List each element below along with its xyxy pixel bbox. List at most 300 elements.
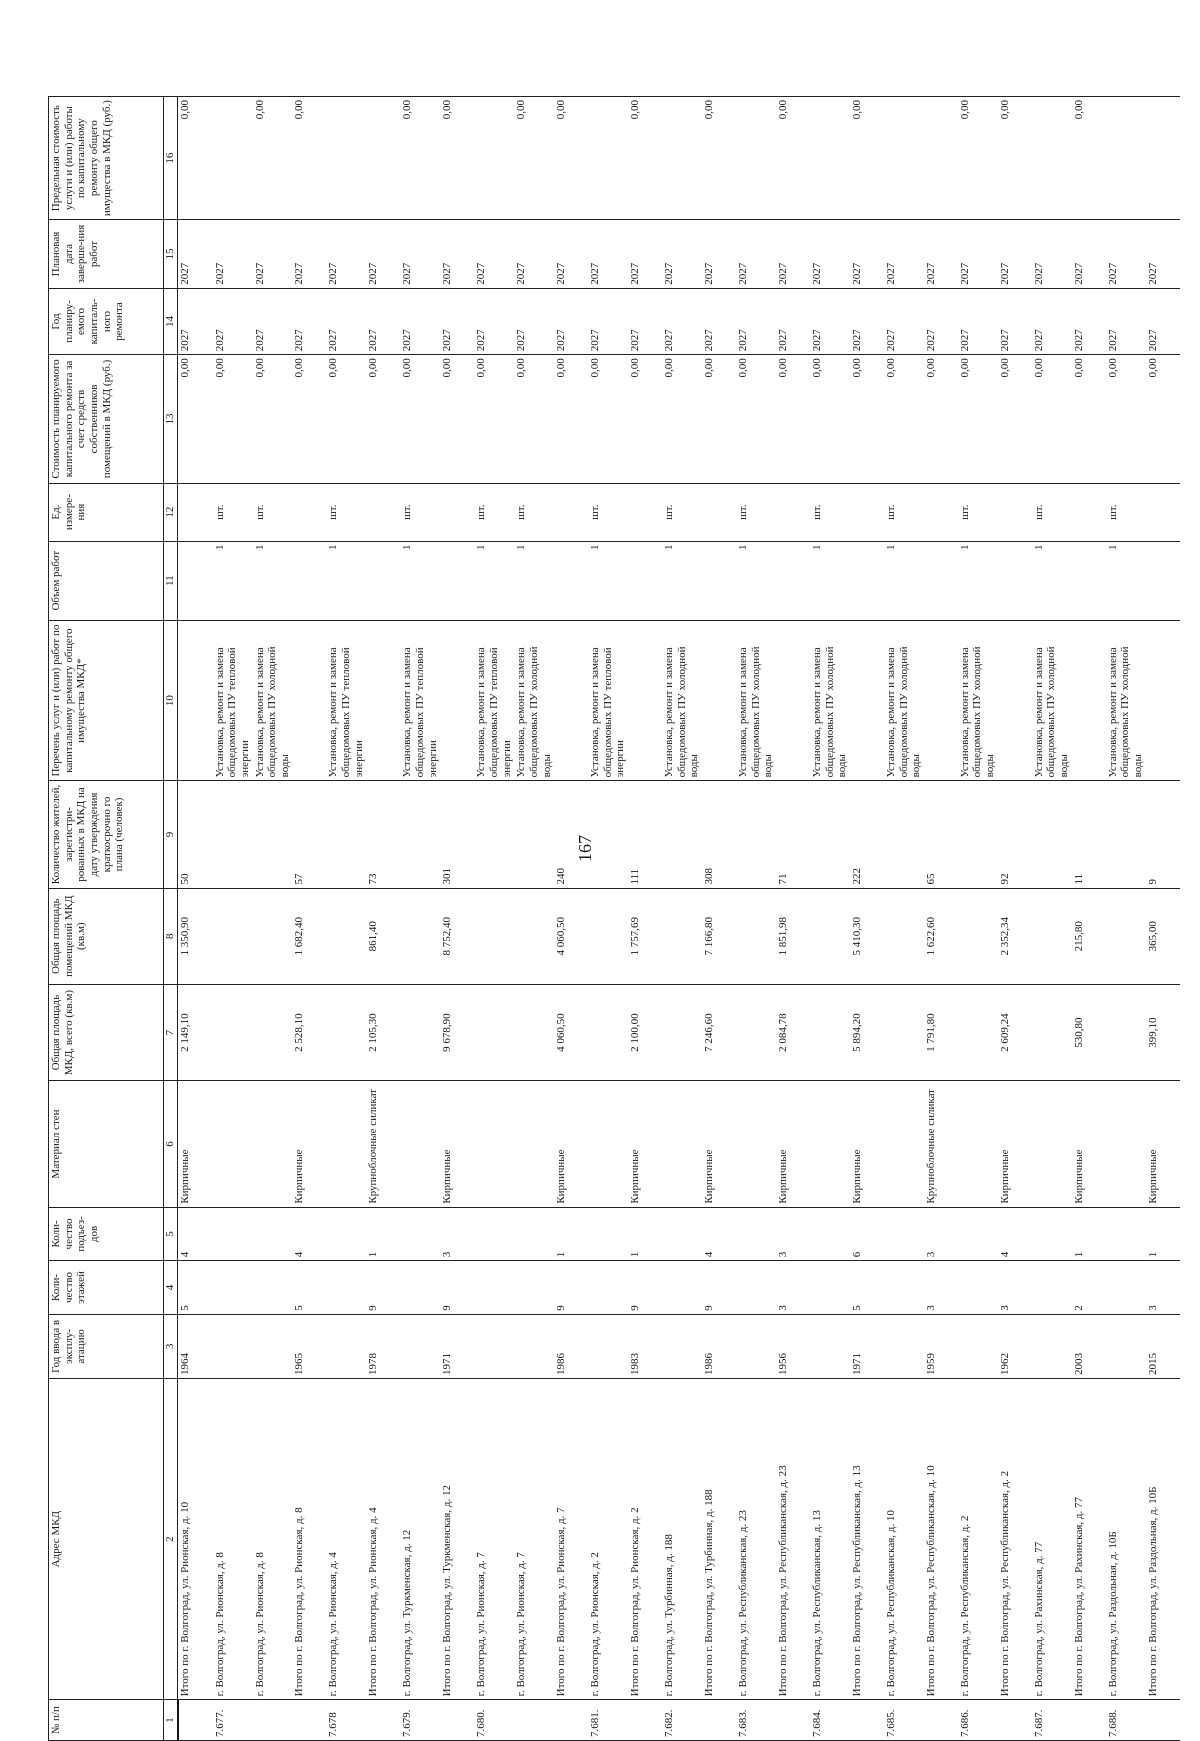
table-row bbox=[662, 97, 702, 1741]
table-cell-floors: 3 bbox=[924, 1261, 958, 1315]
table-cell-work: Установка, ремонт и замена общедомовых ПУ холодной воды bbox=[1032, 620, 1072, 781]
column-number: 16 bbox=[164, 97, 178, 220]
column-header: Стоимость планируемого капитального ремонта за счет средств собственников помещений в МКД (руб.) bbox=[49, 355, 164, 484]
table-cell-area_total: 9 678,90 bbox=[440, 984, 474, 1080]
table-cell-vol bbox=[924, 541, 958, 620]
table-cell-addr: Итого по г. Волгоград, ул. Раздольная, д. 10Б bbox=[1146, 1379, 1180, 1700]
table-cell-residents: 301 bbox=[440, 781, 474, 888]
table-cell-cost: 0,00 bbox=[326, 355, 366, 484]
table-cell-limit bbox=[474, 97, 514, 220]
table-cell-year bbox=[736, 1314, 776, 1378]
table-cell-plan_year: 2027 bbox=[178, 288, 213, 354]
table-cell-year: 1983 bbox=[628, 1314, 662, 1378]
table-cell-vol: 1 bbox=[253, 541, 293, 620]
table-cell-area_rooms: 8 752,40 bbox=[440, 888, 474, 984]
column-header: Год планиру-емого капиталь-ного ремонта bbox=[49, 288, 164, 354]
column-header: Перечень услуг и (или) работ по капитальному ремонту общего имущества МКД* bbox=[49, 620, 164, 781]
table-cell-area_total: 2 528,10 bbox=[292, 984, 326, 1080]
table-cell-area_total: 2 100,00 bbox=[628, 984, 662, 1080]
table-cell-floors: 9 bbox=[366, 1261, 400, 1315]
table-cell-year bbox=[326, 1314, 366, 1378]
table-cell-end_year: 2027 bbox=[924, 220, 958, 289]
table-cell-plan_year: 2027 bbox=[850, 288, 884, 354]
table-cell-limit: 0,00 bbox=[998, 97, 1032, 220]
table-cell-wall bbox=[958, 1081, 998, 1207]
table-cell-limit: 0,00 bbox=[1072, 97, 1106, 220]
table-cell-num: 7.687. bbox=[1032, 1700, 1072, 1741]
table-cell-num bbox=[178, 1700, 213, 1741]
table-cell-limit: 0,00 bbox=[776, 97, 810, 220]
table-cell-work: Установка, ремонт и замена общедомовых ПУ тепловой энергии bbox=[400, 620, 440, 781]
table-row bbox=[514, 97, 554, 1741]
table-cell-wall bbox=[213, 1081, 253, 1207]
table-cell-year: 1962 bbox=[998, 1314, 1032, 1378]
column-header: Ед. измере-ния bbox=[49, 483, 164, 541]
table-cell-area_rooms bbox=[1032, 888, 1072, 984]
table-cell-unit: шт. bbox=[958, 483, 998, 541]
table-cell-residents: 240 bbox=[554, 781, 588, 888]
table-cell-floors: 9 bbox=[440, 1261, 474, 1315]
table-cell-year: 1986 bbox=[554, 1314, 588, 1378]
table-cell-limit bbox=[326, 97, 366, 220]
table-row bbox=[628, 97, 662, 1741]
table-cell-limit bbox=[213, 97, 253, 220]
table-cell-addr: г. Волгоград, ул. Рионская, д. 2 bbox=[588, 1379, 628, 1700]
table-cell-entr bbox=[588, 1207, 628, 1261]
table-cell-area_total: 2 149,10 bbox=[178, 984, 213, 1080]
table-cell-area_total bbox=[514, 984, 554, 1080]
table-cell-floors bbox=[662, 1261, 702, 1315]
table-cell-unit bbox=[554, 483, 588, 541]
table-cell-wall: Кирпичные bbox=[1072, 1081, 1106, 1207]
table-row bbox=[554, 97, 588, 1741]
table-cell-cost: 0,00 bbox=[554, 355, 588, 484]
table-cell-area_rooms: 5 410,30 bbox=[850, 888, 884, 984]
table-cell-floors bbox=[253, 1261, 293, 1315]
table-cell-unit: шт. bbox=[474, 483, 514, 541]
table-cell-num: 7.679. bbox=[400, 1700, 440, 1741]
table-cell-num bbox=[1146, 1700, 1180, 1741]
table-cell-area_rooms: 1 851,98 bbox=[776, 888, 810, 984]
table-cell-plan_year: 2027 bbox=[1032, 288, 1072, 354]
column-header: Объем работ bbox=[49, 541, 164, 620]
table-cell-num: 7.677. bbox=[213, 1700, 253, 1741]
table-cell-unit bbox=[924, 483, 958, 541]
table-cell-limit: 0,00 bbox=[850, 97, 884, 220]
table-row bbox=[326, 97, 366, 1741]
table-cell-vol bbox=[998, 541, 1032, 620]
table-cell-work: Установка, ремонт и замена общедомовых ПУ тепловой энергии bbox=[213, 620, 253, 781]
table-cell-vol bbox=[702, 541, 736, 620]
table-cell-entr: 4 bbox=[702, 1207, 736, 1261]
table-cell-limit: 0,00 bbox=[400, 97, 440, 220]
table-row bbox=[884, 97, 924, 1741]
table-cell-addr: Итого по г. Волгоград, ул. Туркменская, д. 12 bbox=[440, 1379, 474, 1700]
table-cell-vol bbox=[776, 541, 810, 620]
table-cell-addr: г. Волгоград, ул. Республиканская, д. 10 bbox=[884, 1379, 924, 1700]
table-cell-addr: Итого по г. Волгоград, ул. Республиканская, д. 2 bbox=[998, 1379, 1032, 1700]
table-cell-entr bbox=[662, 1207, 702, 1261]
table-cell-vol bbox=[1072, 541, 1106, 620]
table-cell-area_total bbox=[326, 984, 366, 1080]
table-cell-wall bbox=[474, 1081, 514, 1207]
table-cell-entr bbox=[253, 1207, 293, 1261]
column-header: Общая площадь МКД, всего (кв.м) bbox=[49, 984, 164, 1080]
table-cell-area_total: 4 060,50 bbox=[554, 984, 588, 1080]
table-row bbox=[776, 97, 810, 1741]
table-cell-end_year: 2027 bbox=[474, 220, 514, 289]
table-cell-plan_year: 2027 bbox=[1072, 288, 1106, 354]
table-cell-limit bbox=[924, 97, 958, 220]
table-cell-year bbox=[1032, 1314, 1072, 1378]
table-cell-residents: 71 bbox=[776, 781, 810, 888]
table-cell-plan_year: 2027 bbox=[400, 288, 440, 354]
table-cell-num bbox=[292, 1700, 326, 1741]
table-row bbox=[850, 97, 884, 1741]
table-cell-year bbox=[958, 1314, 998, 1378]
table-cell-area_total: 2 105,30 bbox=[366, 984, 400, 1080]
table-cell-plan_year: 2027 bbox=[884, 288, 924, 354]
table-row bbox=[213, 97, 253, 1741]
column-header: Количество жителей, зарегистри-рованных в МКД на дату утверждения краткосрочно го плана (человек) bbox=[49, 781, 164, 888]
table-cell-area_rooms: 1 757,69 bbox=[628, 888, 662, 984]
table-cell-year bbox=[810, 1314, 850, 1378]
column-number: 6 bbox=[164, 1081, 178, 1207]
table-cell-addr: г. Волгоград, ул. Рионская, д. 4 bbox=[326, 1379, 366, 1700]
table-cell-cost: 0,00 bbox=[178, 355, 213, 484]
table-cell-plan_year: 2027 bbox=[588, 288, 628, 354]
table-row bbox=[702, 97, 736, 1741]
table-cell-plan_year: 2027 bbox=[213, 288, 253, 354]
table-cell-cost: 0,00 bbox=[736, 355, 776, 484]
table-cell-area_rooms bbox=[253, 888, 293, 984]
table-cell-addr: г. Волгоград, ул. Республиканская, д. 23 bbox=[736, 1379, 776, 1700]
table-row bbox=[736, 97, 776, 1741]
table-cell-area_total bbox=[884, 984, 924, 1080]
table-cell-limit: 0,00 bbox=[554, 97, 588, 220]
table-cell-area_rooms bbox=[213, 888, 253, 984]
column-number: 1 bbox=[164, 1700, 178, 1741]
table-cell-vol: 1 bbox=[1032, 541, 1072, 620]
table-cell-plan_year: 2027 bbox=[440, 288, 474, 354]
table-cell-work bbox=[998, 620, 1032, 781]
table-cell-year bbox=[213, 1314, 253, 1378]
table-cell-floors bbox=[514, 1261, 554, 1315]
table-cell-floors bbox=[736, 1261, 776, 1315]
table-cell-end_year: 2027 bbox=[1146, 220, 1180, 289]
column-header: Плановая дата заверше-ния работ bbox=[49, 220, 164, 289]
table-cell-area_total: 399,10 bbox=[1146, 984, 1180, 1080]
table-cell-area_total: 2 084,78 bbox=[776, 984, 810, 1080]
table-cell-wall bbox=[588, 1081, 628, 1207]
table-row bbox=[810, 97, 850, 1741]
table-cell-cost: 0,00 bbox=[998, 355, 1032, 484]
table-cell-plan_year: 2027 bbox=[736, 288, 776, 354]
table-cell-plan_year: 2027 bbox=[366, 288, 400, 354]
table-cell-year bbox=[514, 1314, 554, 1378]
table-cell-residents bbox=[253, 781, 293, 888]
table-cell-residents: 308 bbox=[702, 781, 736, 888]
table-cell-floors bbox=[1032, 1261, 1072, 1315]
table-cell-vol: 1 bbox=[958, 541, 998, 620]
table-cell-num bbox=[1072, 1700, 1106, 1741]
table-cell-plan_year: 2027 bbox=[253, 288, 293, 354]
table-cell-entr bbox=[1032, 1207, 1072, 1261]
table-cell-plan_year: 2027 bbox=[326, 288, 366, 354]
table-cell-entr bbox=[514, 1207, 554, 1261]
table-cell-end_year: 2027 bbox=[292, 220, 326, 289]
table-cell-end_year: 2027 bbox=[884, 220, 924, 289]
table-cell-end_year: 2027 bbox=[628, 220, 662, 289]
table-cell-num bbox=[628, 1700, 662, 1741]
table-cell-limit bbox=[588, 97, 628, 220]
column-number: 12 bbox=[164, 483, 178, 541]
table-cell-plan_year: 2027 bbox=[474, 288, 514, 354]
column-number: 14 bbox=[164, 288, 178, 354]
table-cell-area_rooms: 365,00 bbox=[1146, 888, 1180, 984]
table-cell-plan_year: 2027 bbox=[958, 288, 998, 354]
table-cell-limit bbox=[1146, 97, 1180, 220]
table-cell-num: 7.678 bbox=[326, 1700, 366, 1741]
table-cell-wall: Крупноблочные силикат bbox=[366, 1081, 400, 1207]
table-cell-vol: 1 bbox=[810, 541, 850, 620]
table-cell-addr: Итого по г. Волгоград, ул. Республиканская, д. 23 bbox=[776, 1379, 810, 1700]
table-cell-end_year: 2027 bbox=[702, 220, 736, 289]
table-cell-area_total: 1 791,80 bbox=[924, 984, 958, 1080]
table-cell-cost: 0,00 bbox=[850, 355, 884, 484]
table-cell-entr: 1 bbox=[366, 1207, 400, 1261]
table-cell-unit bbox=[178, 483, 213, 541]
table-cell-addr: Итого по г. Волгоград, ул. Рионская, д. 2 bbox=[628, 1379, 662, 1700]
table-cell-wall bbox=[1106, 1081, 1146, 1207]
table-cell-addr: г. Волгоград, ул. Рионская, д. 8 bbox=[253, 1379, 293, 1700]
table-cell-vol bbox=[178, 541, 213, 620]
table-cell-work: Установка, ремонт и замена общедомовых ПУ тепловой энергии bbox=[474, 620, 514, 781]
table-cell-area_total: 530,80 bbox=[1072, 984, 1106, 1080]
table-cell-unit bbox=[998, 483, 1032, 541]
table-cell-entr: 4 bbox=[178, 1207, 213, 1261]
table-cell-year: 1956 bbox=[776, 1314, 810, 1378]
table-cell-limit bbox=[1032, 97, 1072, 220]
table-cell-entr bbox=[958, 1207, 998, 1261]
table-cell-unit bbox=[1146, 483, 1180, 541]
table-cell-vol bbox=[628, 541, 662, 620]
table-cell-plan_year: 2027 bbox=[810, 288, 850, 354]
table-cell-addr: Итого по г. Волгоград, ул. Турбинная, д. 188 bbox=[702, 1379, 736, 1700]
table-cell-wall: Кирпичные bbox=[292, 1081, 326, 1207]
table-cell-cost: 0,00 bbox=[1146, 355, 1180, 484]
table-cell-work bbox=[366, 620, 400, 781]
column-number: 11 bbox=[164, 541, 178, 620]
table-cell-vol: 1 bbox=[326, 541, 366, 620]
table-cell-entr: 1 bbox=[628, 1207, 662, 1261]
table-cell-addr: г. Волгоград, ул. Рионская, д. 7 bbox=[514, 1379, 554, 1700]
column-header: № п/п bbox=[49, 1700, 164, 1741]
table-cell-residents: 65 bbox=[924, 781, 958, 888]
column-header: Год ввода в эксплу-атацию bbox=[49, 1314, 164, 1378]
table-cell-residents bbox=[400, 781, 440, 888]
column-header: Общая площадь помещений МКД (кв.м) bbox=[49, 888, 164, 984]
table-cell-wall bbox=[884, 1081, 924, 1207]
table-cell-addr: г. Волгоград, ул. Рионская, д. 8 bbox=[213, 1379, 253, 1700]
table-cell-wall: Кирпичные bbox=[440, 1081, 474, 1207]
table-cell-residents: 222 bbox=[850, 781, 884, 888]
table-cell-area_rooms bbox=[884, 888, 924, 984]
table-cell-wall bbox=[514, 1081, 554, 1207]
table-cell-entr bbox=[884, 1207, 924, 1261]
table-cell-cost: 0,00 bbox=[400, 355, 440, 484]
table-cell-plan_year: 2027 bbox=[628, 288, 662, 354]
table-cell-work: Установка, ремонт и замена общедомовых ПУ холодной воды bbox=[662, 620, 702, 781]
table-cell-unit bbox=[776, 483, 810, 541]
table-cell-unit bbox=[628, 483, 662, 541]
table-cell-work bbox=[924, 620, 958, 781]
table-cell-area_rooms bbox=[326, 888, 366, 984]
table-cell-cost: 0,00 bbox=[776, 355, 810, 484]
table-cell-vol: 1 bbox=[588, 541, 628, 620]
table-cell-entr bbox=[326, 1207, 366, 1261]
table-cell-limit: 0,00 bbox=[628, 97, 662, 220]
table-cell-plan_year: 2027 bbox=[776, 288, 810, 354]
table-cell-area_rooms: 1 350,90 bbox=[178, 888, 213, 984]
table-cell-wall bbox=[400, 1081, 440, 1207]
table-cell-year bbox=[1106, 1314, 1146, 1378]
table-cell-limit bbox=[810, 97, 850, 220]
table-cell-entr: 1 bbox=[1146, 1207, 1180, 1261]
table-cell-residents: 111 bbox=[628, 781, 662, 888]
table-cell-area_rooms bbox=[1106, 888, 1146, 984]
table-cell-plan_year: 2027 bbox=[924, 288, 958, 354]
table-cell-unit bbox=[440, 483, 474, 541]
table-row bbox=[366, 97, 400, 1741]
table-cell-area_total: 2 609,24 bbox=[998, 984, 1032, 1080]
table-cell-unit: шт. bbox=[810, 483, 850, 541]
column-number: 13 bbox=[164, 355, 178, 484]
table-cell-residents: 92 bbox=[998, 781, 1032, 888]
table-cell-vol bbox=[1146, 541, 1180, 620]
table-cell-num bbox=[998, 1700, 1032, 1741]
table-cell-vol: 1 bbox=[736, 541, 776, 620]
table-cell-end_year: 2027 bbox=[440, 220, 474, 289]
table-cell-end_year: 2027 bbox=[400, 220, 440, 289]
table-cell-work: Установка, ремонт и замена общедомовых ПУ холодной воды bbox=[253, 620, 293, 781]
table-cell-year bbox=[884, 1314, 924, 1378]
table-cell-wall bbox=[253, 1081, 293, 1207]
table-cell-vol bbox=[554, 541, 588, 620]
table-row bbox=[292, 97, 326, 1741]
table-cell-cost: 0,00 bbox=[514, 355, 554, 484]
table-cell-end_year: 2027 bbox=[514, 220, 554, 289]
table-cell-plan_year: 2027 bbox=[662, 288, 702, 354]
table-cell-year: 1971 bbox=[440, 1314, 474, 1378]
table-cell-cost: 0,00 bbox=[662, 355, 702, 484]
table-cell-year bbox=[474, 1314, 514, 1378]
table-cell-area_rooms bbox=[474, 888, 514, 984]
table-cell-num bbox=[702, 1700, 736, 1741]
table-cell-residents bbox=[736, 781, 776, 888]
table-cell-addr: Итого по г. Волгоград, ул. Рионская, д. 8 bbox=[292, 1379, 326, 1700]
table-cell-entr: 1 bbox=[1072, 1207, 1106, 1261]
table-cell-num bbox=[514, 1700, 554, 1741]
table-cell-area_rooms bbox=[810, 888, 850, 984]
table-cell-cost: 0,00 bbox=[810, 355, 850, 484]
table-cell-year bbox=[588, 1314, 628, 1378]
table-cell-work: Установка, ремонт и замена общедомовых ПУ холодной воды bbox=[810, 620, 850, 781]
table-cell-wall: Кирпичные bbox=[702, 1081, 736, 1207]
table-cell-addr: г. Волгоград, ул. Республиканская, д. 13 bbox=[810, 1379, 850, 1700]
table-cell-wall bbox=[810, 1081, 850, 1207]
table-cell-unit: шт. bbox=[400, 483, 440, 541]
column-number: 15 bbox=[164, 220, 178, 289]
table-cell-year: 1971 bbox=[850, 1314, 884, 1378]
table-cell-area_rooms: 215,80 bbox=[1072, 888, 1106, 984]
table-cell-area_total bbox=[474, 984, 514, 1080]
table-row bbox=[998, 97, 1032, 1741]
table-row bbox=[440, 97, 474, 1741]
table-cell-residents bbox=[588, 781, 628, 888]
table-cell-area_total bbox=[253, 984, 293, 1080]
column-number: 10 bbox=[164, 620, 178, 781]
table-cell-work: Установка, ремонт и замена общедомовых ПУ тепловой энергии bbox=[326, 620, 366, 781]
table-cell-entr bbox=[213, 1207, 253, 1261]
table-cell-limit bbox=[662, 97, 702, 220]
table-cell-end_year: 2027 bbox=[850, 220, 884, 289]
table-cell-year bbox=[253, 1314, 293, 1378]
table-cell-area_total bbox=[810, 984, 850, 1080]
table-cell-plan_year: 2027 bbox=[554, 288, 588, 354]
table-cell-floors bbox=[810, 1261, 850, 1315]
table-cell-addr: Итого по г. Волгоград, ул. Рахинская, д. 77 bbox=[1072, 1379, 1106, 1700]
table-cell-end_year: 2027 bbox=[1072, 220, 1106, 289]
table-cell-area_rooms bbox=[662, 888, 702, 984]
table-cell-cost: 0,00 bbox=[1032, 355, 1072, 484]
table-cell-work bbox=[292, 620, 326, 781]
table-cell-num: 7.684. bbox=[810, 1700, 850, 1741]
table-cell-area_rooms: 1 622,60 bbox=[924, 888, 958, 984]
table-cell-floors bbox=[884, 1261, 924, 1315]
table-cell-year bbox=[662, 1314, 702, 1378]
table-cell-area_total bbox=[213, 984, 253, 1080]
table-cell-vol: 1 bbox=[213, 541, 253, 620]
column-header: Адрес МКД bbox=[49, 1379, 164, 1700]
table-cell-area_rooms: 2 352,34 bbox=[998, 888, 1032, 984]
table-cell-addr: г. Волгоград, ул. Рионская, д. 7 bbox=[474, 1379, 514, 1700]
table-cell-limit: 0,00 bbox=[253, 97, 293, 220]
table-cell-unit bbox=[366, 483, 400, 541]
table-cell-work bbox=[776, 620, 810, 781]
table-cell-cost: 0,00 bbox=[924, 355, 958, 484]
table-cell-num bbox=[440, 1700, 474, 1741]
table-cell-residents bbox=[1032, 781, 1072, 888]
table-cell-num: 7.682. bbox=[662, 1700, 702, 1741]
column-number: 8 bbox=[164, 888, 178, 984]
column-number: 9 bbox=[164, 781, 178, 888]
table-cell-num: 7.680. bbox=[474, 1700, 514, 1741]
table-cell-floors: 3 bbox=[998, 1261, 1032, 1315]
table-cell-floors bbox=[474, 1261, 514, 1315]
table-cell-entr: 1 bbox=[554, 1207, 588, 1261]
table-cell-area_total bbox=[958, 984, 998, 1080]
table-cell-unit: шт. bbox=[1032, 483, 1072, 541]
table-cell-unit: шт. bbox=[884, 483, 924, 541]
table-row bbox=[253, 97, 293, 1741]
table-cell-residents bbox=[326, 781, 366, 888]
table-cell-unit: шт. bbox=[326, 483, 366, 541]
table-cell-area_rooms: 1 682,40 bbox=[292, 888, 326, 984]
table-cell-entr: 3 bbox=[924, 1207, 958, 1261]
table-cell-unit: шт. bbox=[213, 483, 253, 541]
table-cell-vol bbox=[366, 541, 400, 620]
